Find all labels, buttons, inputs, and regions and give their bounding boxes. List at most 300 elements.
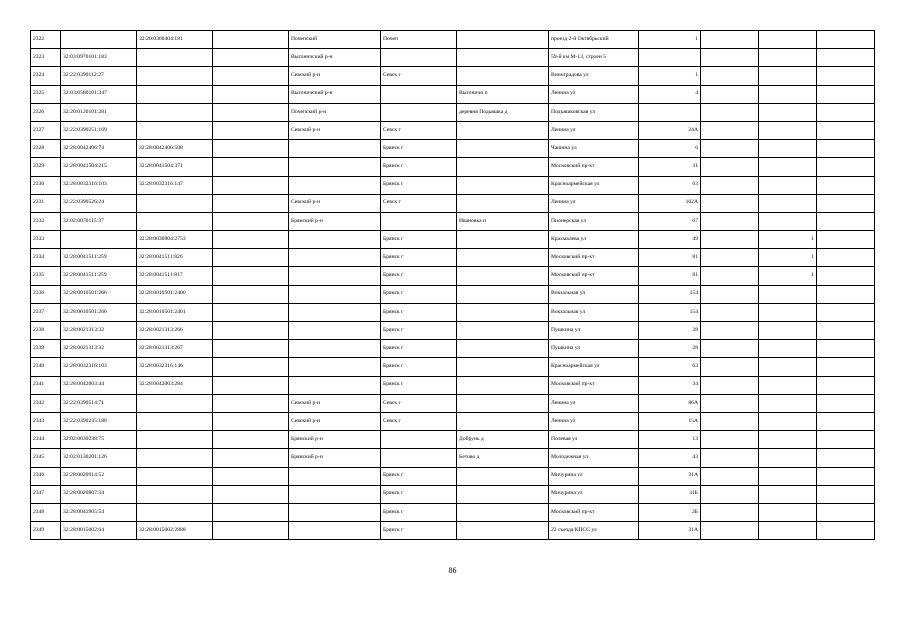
table-row bbox=[31, 467, 875, 485]
cadastral-number-cell: 32:20:0120101:281 bbox=[61, 103, 137, 121]
district-cell bbox=[289, 376, 381, 394]
extra-cell-1 bbox=[213, 412, 289, 430]
premises-number-cell bbox=[137, 412, 213, 430]
premises-number-cell bbox=[137, 467, 213, 485]
district-cell bbox=[289, 303, 381, 321]
premises-number-cell: 32:28:0010501:2401 bbox=[137, 303, 213, 321]
extra-cell-2 bbox=[701, 449, 759, 467]
extra-cell-3 bbox=[817, 85, 875, 103]
district-cell bbox=[289, 340, 381, 358]
house-cell: 1 bbox=[639, 67, 701, 85]
flag-cell bbox=[759, 340, 817, 358]
table-row bbox=[31, 249, 875, 267]
premises-number-cell bbox=[137, 103, 213, 121]
street-cell: Красноармейская ул bbox=[549, 176, 639, 194]
flag-cell: 1 bbox=[759, 267, 817, 285]
district-cell bbox=[289, 158, 381, 176]
extra-cell-1 bbox=[213, 467, 289, 485]
settlement-cell bbox=[457, 485, 549, 503]
cadastral-number-cell: 32:28:0041905:54 bbox=[61, 503, 137, 521]
extra-cell-3 bbox=[817, 194, 875, 212]
city-cell bbox=[381, 212, 457, 230]
table-row bbox=[31, 394, 875, 412]
house-cell: 24А bbox=[639, 121, 701, 139]
city-cell: Брянск г bbox=[381, 358, 457, 376]
row-number-cell: 2339 bbox=[31, 340, 61, 358]
table-row bbox=[31, 376, 875, 394]
district-cell bbox=[289, 485, 381, 503]
flag-cell bbox=[759, 194, 817, 212]
extra-cell-2 bbox=[701, 431, 759, 449]
table-row bbox=[31, 267, 875, 285]
settlement-cell bbox=[457, 358, 549, 376]
district-cell bbox=[289, 467, 381, 485]
extra-cell-2 bbox=[701, 358, 759, 376]
extra-cell-3 bbox=[817, 49, 875, 67]
extra-cell-2 bbox=[701, 394, 759, 412]
extra-cell-1 bbox=[213, 376, 289, 394]
extra-cell-2 bbox=[701, 176, 759, 194]
house-cell: 102А bbox=[639, 194, 701, 212]
extra-cell-3 bbox=[817, 431, 875, 449]
street-cell: Московский пр-кт bbox=[549, 376, 639, 394]
settlement-cell: Добрунь д bbox=[457, 431, 549, 449]
table-row bbox=[31, 67, 875, 85]
city-cell: Брянск г bbox=[381, 285, 457, 303]
extra-cell-3 bbox=[817, 322, 875, 340]
street-cell: Московский пр-кт bbox=[549, 503, 639, 521]
street-cell: Пушкина ул bbox=[549, 340, 639, 358]
extra-cell-1 bbox=[213, 431, 289, 449]
city-cell: Брянск г bbox=[381, 176, 457, 194]
house-cell: 43 bbox=[639, 449, 701, 467]
house-cell: 67 bbox=[639, 212, 701, 230]
city-cell: Брянск г bbox=[381, 158, 457, 176]
cadastral-number-cell: 32:28:0041511:259 bbox=[61, 267, 137, 285]
flag-cell bbox=[759, 285, 817, 303]
premises-number-cell: 32:28:0030904:2753 bbox=[137, 231, 213, 249]
street-cell: Красноармейская ул bbox=[549, 358, 639, 376]
street-cell: Чашина ул bbox=[549, 140, 639, 158]
premises-number-cell bbox=[137, 431, 213, 449]
extra-cell-3 bbox=[817, 412, 875, 430]
row-number-cell: 2333 bbox=[31, 231, 61, 249]
extra-cell-1 bbox=[213, 158, 289, 176]
city-cell: Брянск г bbox=[381, 303, 457, 321]
table-row bbox=[31, 212, 875, 230]
district-cell bbox=[289, 522, 381, 540]
city-cell: Брянск г bbox=[381, 485, 457, 503]
extra-cell-2 bbox=[701, 103, 759, 121]
settlement-cell bbox=[457, 394, 549, 412]
cadastral-number-cell: 32:28:0021313:32 bbox=[61, 322, 137, 340]
flag-cell bbox=[759, 449, 817, 467]
house-cell: 11 bbox=[639, 158, 701, 176]
cadastral-number-cell: 32:28:0032316:103 bbox=[61, 176, 137, 194]
settlement-cell bbox=[457, 285, 549, 303]
row-number-cell: 2328 bbox=[31, 140, 61, 158]
table-row bbox=[31, 303, 875, 321]
flag-cell bbox=[759, 412, 817, 430]
extra-cell-1 bbox=[213, 212, 289, 230]
extra-cell-3 bbox=[817, 212, 875, 230]
table-row bbox=[31, 503, 875, 521]
table-row bbox=[31, 176, 875, 194]
extra-cell-3 bbox=[817, 67, 875, 85]
extra-cell-2 bbox=[701, 485, 759, 503]
extra-cell-3 bbox=[817, 467, 875, 485]
premises-number-cell: 32:28:0042003:284 bbox=[137, 376, 213, 394]
row-number-cell: 2332 bbox=[31, 212, 61, 230]
extra-cell-3 bbox=[817, 140, 875, 158]
house-cell: 31А bbox=[639, 522, 701, 540]
extra-cell-2 bbox=[701, 49, 759, 67]
extra-cell-2 bbox=[701, 31, 759, 49]
street-cell: Московский пр-кт bbox=[549, 249, 639, 267]
extra-cell-1 bbox=[213, 140, 289, 158]
premises-number-cell bbox=[137, 67, 213, 85]
premises-number-cell: 32:28:0032316:147 bbox=[137, 176, 213, 194]
district-cell bbox=[289, 231, 381, 249]
premises-number-cell bbox=[137, 212, 213, 230]
extra-cell-1 bbox=[213, 322, 289, 340]
page-number: 86 bbox=[448, 566, 457, 575]
cadastral-number-cell: 32:28:0020914:52 bbox=[61, 467, 137, 485]
city-cell: Брянск г bbox=[381, 340, 457, 358]
district-cell: Почепский bbox=[289, 31, 381, 49]
flag-cell bbox=[759, 467, 817, 485]
flag-cell bbox=[759, 67, 817, 85]
extra-cell-3 bbox=[817, 231, 875, 249]
extra-cell-3 bbox=[817, 103, 875, 121]
table-row bbox=[31, 412, 875, 430]
flag-cell bbox=[759, 522, 817, 540]
row-number-cell: 2325 bbox=[31, 85, 61, 103]
row-number-cell: 2349 bbox=[31, 522, 61, 540]
flag-cell bbox=[759, 322, 817, 340]
city-cell bbox=[381, 85, 457, 103]
settlement-cell bbox=[457, 522, 549, 540]
house-cell: 154 bbox=[639, 303, 701, 321]
house-cell: 2Б bbox=[639, 503, 701, 521]
house-cell: 154 bbox=[639, 285, 701, 303]
settlement-cell: Бетово д bbox=[457, 449, 549, 467]
district-cell bbox=[289, 285, 381, 303]
extra-cell-3 bbox=[817, 485, 875, 503]
premises-number-cell: 32:28:0041504:371 bbox=[137, 158, 213, 176]
street-cell: Мичурина ул bbox=[549, 485, 639, 503]
district-cell bbox=[289, 176, 381, 194]
extra-cell-2 bbox=[701, 303, 759, 321]
street-cell: Ленина ул bbox=[549, 194, 639, 212]
flag-cell bbox=[759, 358, 817, 376]
flag-cell bbox=[759, 303, 817, 321]
district-cell: Севский р-н bbox=[289, 394, 381, 412]
flag-cell bbox=[759, 485, 817, 503]
extra-cell-1 bbox=[213, 285, 289, 303]
street-cell: Вокзальная ул bbox=[549, 303, 639, 321]
premises-number-cell bbox=[137, 194, 213, 212]
settlement-cell bbox=[457, 376, 549, 394]
extra-cell-3 bbox=[817, 267, 875, 285]
extra-cell-2 bbox=[701, 412, 759, 430]
settlement-cell bbox=[457, 231, 549, 249]
city-cell: Севск г bbox=[381, 121, 457, 139]
table-row bbox=[31, 85, 875, 103]
extra-cell-1 bbox=[213, 358, 289, 376]
cadastral-number-cell: 32:28:0010501:266 bbox=[61, 285, 137, 303]
extra-cell-1 bbox=[213, 394, 289, 412]
premises-number-cell bbox=[137, 49, 213, 67]
extra-cell-3 bbox=[817, 158, 875, 176]
flag-cell bbox=[759, 212, 817, 230]
table-row bbox=[31, 194, 875, 212]
street-cell: Московский пр-кт bbox=[549, 158, 639, 176]
city-cell: Брянск г bbox=[381, 322, 457, 340]
settlement-cell bbox=[457, 158, 549, 176]
extra-cell-1 bbox=[213, 85, 289, 103]
row-number-cell: 2322 bbox=[31, 31, 61, 49]
cadastral-number-cell: 32:22:0390514:71 bbox=[61, 394, 137, 412]
cadastral-number-cell: 32:03:0970101:183 bbox=[61, 49, 137, 67]
cadastral-number-cell: 32:02:0130201:126 bbox=[61, 449, 137, 467]
row-number-cell: 2323 bbox=[31, 49, 61, 67]
table-row bbox=[31, 358, 875, 376]
premises-number-cell bbox=[137, 449, 213, 467]
city-cell: Почеп bbox=[381, 31, 457, 49]
district-cell bbox=[289, 322, 381, 340]
extra-cell-2 bbox=[701, 376, 759, 394]
table-row bbox=[31, 485, 875, 503]
row-number-cell: 2338 bbox=[31, 322, 61, 340]
row-number-cell: 2340 bbox=[31, 358, 61, 376]
cadastral-number-cell: 32:22:0390112:27 bbox=[61, 67, 137, 85]
settlement-cell bbox=[457, 249, 549, 267]
row-number-cell: 2343 bbox=[31, 412, 61, 430]
street-cell: Мичурина ул bbox=[549, 467, 639, 485]
row-number-cell: 2342 bbox=[31, 394, 61, 412]
table-body bbox=[31, 31, 875, 540]
premises-number-cell: 32:28:0041511:826 bbox=[137, 249, 213, 267]
settlement-cell: Выгоничи п bbox=[457, 85, 549, 103]
house-cell: 86А bbox=[639, 394, 701, 412]
table-row bbox=[31, 231, 875, 249]
street-cell: Виноградова ул bbox=[549, 67, 639, 85]
extra-cell-2 bbox=[701, 67, 759, 85]
extra-cell-3 bbox=[817, 503, 875, 521]
house-cell: 1 bbox=[639, 31, 701, 49]
city-cell: Брянск г bbox=[381, 140, 457, 158]
district-cell bbox=[289, 358, 381, 376]
table-row bbox=[31, 140, 875, 158]
city-cell: Брянск г bbox=[381, 522, 457, 540]
cadastral-number-cell: 32:28:0041511:259 bbox=[61, 249, 137, 267]
district-cell: Брянский р-н bbox=[289, 431, 381, 449]
city-cell: Севск г bbox=[381, 67, 457, 85]
cadastral-number-cell: 32:22:0390526:24 bbox=[61, 194, 137, 212]
house-cell: 63 bbox=[639, 176, 701, 194]
cadastral-number-cell: 32:02:0030238:75 bbox=[61, 431, 137, 449]
premises-number-cell bbox=[137, 485, 213, 503]
district-cell: Выгоничский р-н bbox=[289, 85, 381, 103]
extra-cell-1 bbox=[213, 231, 289, 249]
house-cell: 63 bbox=[639, 358, 701, 376]
extra-cell-2 bbox=[701, 522, 759, 540]
premises-number-cell bbox=[137, 85, 213, 103]
table-row bbox=[31, 121, 875, 139]
settlement-cell bbox=[457, 49, 549, 67]
extra-cell-2 bbox=[701, 231, 759, 249]
settlement-cell bbox=[457, 121, 549, 139]
cadastral-number-cell: 32:22:0390251:169 bbox=[61, 121, 137, 139]
settlement-cell: Ивановка п bbox=[457, 212, 549, 230]
house-cell bbox=[639, 49, 701, 67]
extra-cell-3 bbox=[817, 449, 875, 467]
district-cell bbox=[289, 267, 381, 285]
row-number-cell: 2345 bbox=[31, 449, 61, 467]
house-cell: 34 bbox=[639, 376, 701, 394]
extra-cell-1 bbox=[213, 49, 289, 67]
house-cell: 28 bbox=[639, 322, 701, 340]
street-cell: Подъяшковская ул bbox=[549, 103, 639, 121]
table-row bbox=[31, 322, 875, 340]
flag-cell bbox=[759, 376, 817, 394]
cadastral-number-cell: 32:02:0070115:37 bbox=[61, 212, 137, 230]
house-cell: 31Б bbox=[639, 485, 701, 503]
row-number-cell: 2336 bbox=[31, 285, 61, 303]
district-cell bbox=[289, 503, 381, 521]
street-cell: Молодежная ул bbox=[549, 449, 639, 467]
street-cell: 22 съезда КПСС ул bbox=[549, 522, 639, 540]
house-cell: 6 bbox=[639, 140, 701, 158]
row-number-cell: 2344 bbox=[31, 431, 61, 449]
settlement-cell bbox=[457, 503, 549, 521]
extra-cell-3 bbox=[817, 176, 875, 194]
extra-cell-1 bbox=[213, 121, 289, 139]
extra-cell-1 bbox=[213, 503, 289, 521]
row-number-cell: 2330 bbox=[31, 176, 61, 194]
table-row bbox=[31, 158, 875, 176]
street-cell: Пушкина ул bbox=[549, 322, 639, 340]
city-cell bbox=[381, 449, 457, 467]
premises-number-cell: 32:20:0360404:181 bbox=[137, 31, 213, 49]
city-cell: Севск г bbox=[381, 394, 457, 412]
city-cell: Брянск г bbox=[381, 249, 457, 267]
table-row bbox=[31, 340, 875, 358]
settlement-cell bbox=[457, 467, 549, 485]
extra-cell-3 bbox=[817, 249, 875, 267]
flag-cell bbox=[759, 103, 817, 121]
settlement-cell bbox=[457, 194, 549, 212]
extra-cell-3 bbox=[817, 285, 875, 303]
extra-cell-2 bbox=[701, 285, 759, 303]
row-number-cell: 2327 bbox=[31, 121, 61, 139]
premises-number-cell bbox=[137, 503, 213, 521]
settlement-cell bbox=[457, 412, 549, 430]
house-cell: 81 bbox=[639, 267, 701, 285]
house-cell: 13 bbox=[639, 431, 701, 449]
premises-number-cell: 32:28:0042406:508 bbox=[137, 140, 213, 158]
row-number-cell: 2337 bbox=[31, 303, 61, 321]
extra-cell-1 bbox=[213, 31, 289, 49]
district-cell: Севский р-н bbox=[289, 412, 381, 430]
street-cell: Пионерская ул bbox=[549, 212, 639, 230]
settlement-cell bbox=[457, 322, 549, 340]
table-row bbox=[31, 285, 875, 303]
extra-cell-2 bbox=[701, 322, 759, 340]
house-cell: 31А bbox=[639, 467, 701, 485]
flag-cell bbox=[759, 121, 817, 139]
cadastral-number-cell bbox=[61, 231, 137, 249]
extra-cell-2 bbox=[701, 140, 759, 158]
premises-number-cell: 32:28:0041511:817 bbox=[137, 267, 213, 285]
house-cell: 28 bbox=[639, 340, 701, 358]
extra-cell-2 bbox=[701, 85, 759, 103]
cadastral-number-cell: 32:22:0390235:188 bbox=[61, 412, 137, 430]
extra-cell-1 bbox=[213, 485, 289, 503]
house-cell: 15А bbox=[639, 412, 701, 430]
flag-cell: 1 bbox=[759, 249, 817, 267]
cadastral-number-cell bbox=[61, 31, 137, 49]
extra-cell-3 bbox=[817, 303, 875, 321]
cadastral-number-cell: 32:28:0042406:74 bbox=[61, 140, 137, 158]
row-number-cell: 2347 bbox=[31, 485, 61, 503]
extra-cell-3 bbox=[817, 31, 875, 49]
extra-cell-1 bbox=[213, 449, 289, 467]
extra-cell-3 bbox=[817, 358, 875, 376]
street-cell: Полевая ул bbox=[549, 431, 639, 449]
city-cell: Брянск г bbox=[381, 376, 457, 394]
cadastral-number-cell: 32:28:0010501:266 bbox=[61, 303, 137, 321]
street-cell: Крахмалева ул bbox=[549, 231, 639, 249]
settlement-cell bbox=[457, 31, 549, 49]
extra-cell-1 bbox=[213, 103, 289, 121]
row-number-cell: 2334 bbox=[31, 249, 61, 267]
flag-cell bbox=[759, 431, 817, 449]
flag-cell bbox=[759, 176, 817, 194]
street-cell: Ленина ул bbox=[549, 412, 639, 430]
premises-number-cell bbox=[137, 121, 213, 139]
flag-cell bbox=[759, 31, 817, 49]
district-cell bbox=[289, 140, 381, 158]
settlement-cell bbox=[457, 176, 549, 194]
extra-cell-2 bbox=[701, 212, 759, 230]
row-number-cell: 2348 bbox=[31, 503, 61, 521]
row-number-cell: 2331 bbox=[31, 194, 61, 212]
premises-number-cell: 32:28:0021313:266 bbox=[137, 322, 213, 340]
city-cell: Брянск г bbox=[381, 231, 457, 249]
cadastral-number-cell: 32:28:0020807:34 bbox=[61, 485, 137, 503]
city-cell bbox=[381, 431, 457, 449]
settlement-cell bbox=[457, 340, 549, 358]
extra-cell-1 bbox=[213, 303, 289, 321]
city-cell: Брянск г bbox=[381, 467, 457, 485]
district-cell: Севский р-н bbox=[289, 121, 381, 139]
cadastral-number-cell: 32:28:0032316:103 bbox=[61, 358, 137, 376]
street-cell: Вокзальная ул bbox=[549, 285, 639, 303]
street-cell: Ленина ул bbox=[549, 121, 639, 139]
extra-cell-2 bbox=[701, 158, 759, 176]
district-cell: Севский р-н bbox=[289, 194, 381, 212]
flag-cell bbox=[759, 49, 817, 67]
flag-cell bbox=[759, 140, 817, 158]
house-cell bbox=[639, 103, 701, 121]
street-cell: Ленина ул bbox=[549, 85, 639, 103]
cadastral-number-cell: 32:28:0042003:44 bbox=[61, 376, 137, 394]
extra-cell-1 bbox=[213, 176, 289, 194]
extra-cell-3 bbox=[817, 340, 875, 358]
flag-cell bbox=[759, 503, 817, 521]
